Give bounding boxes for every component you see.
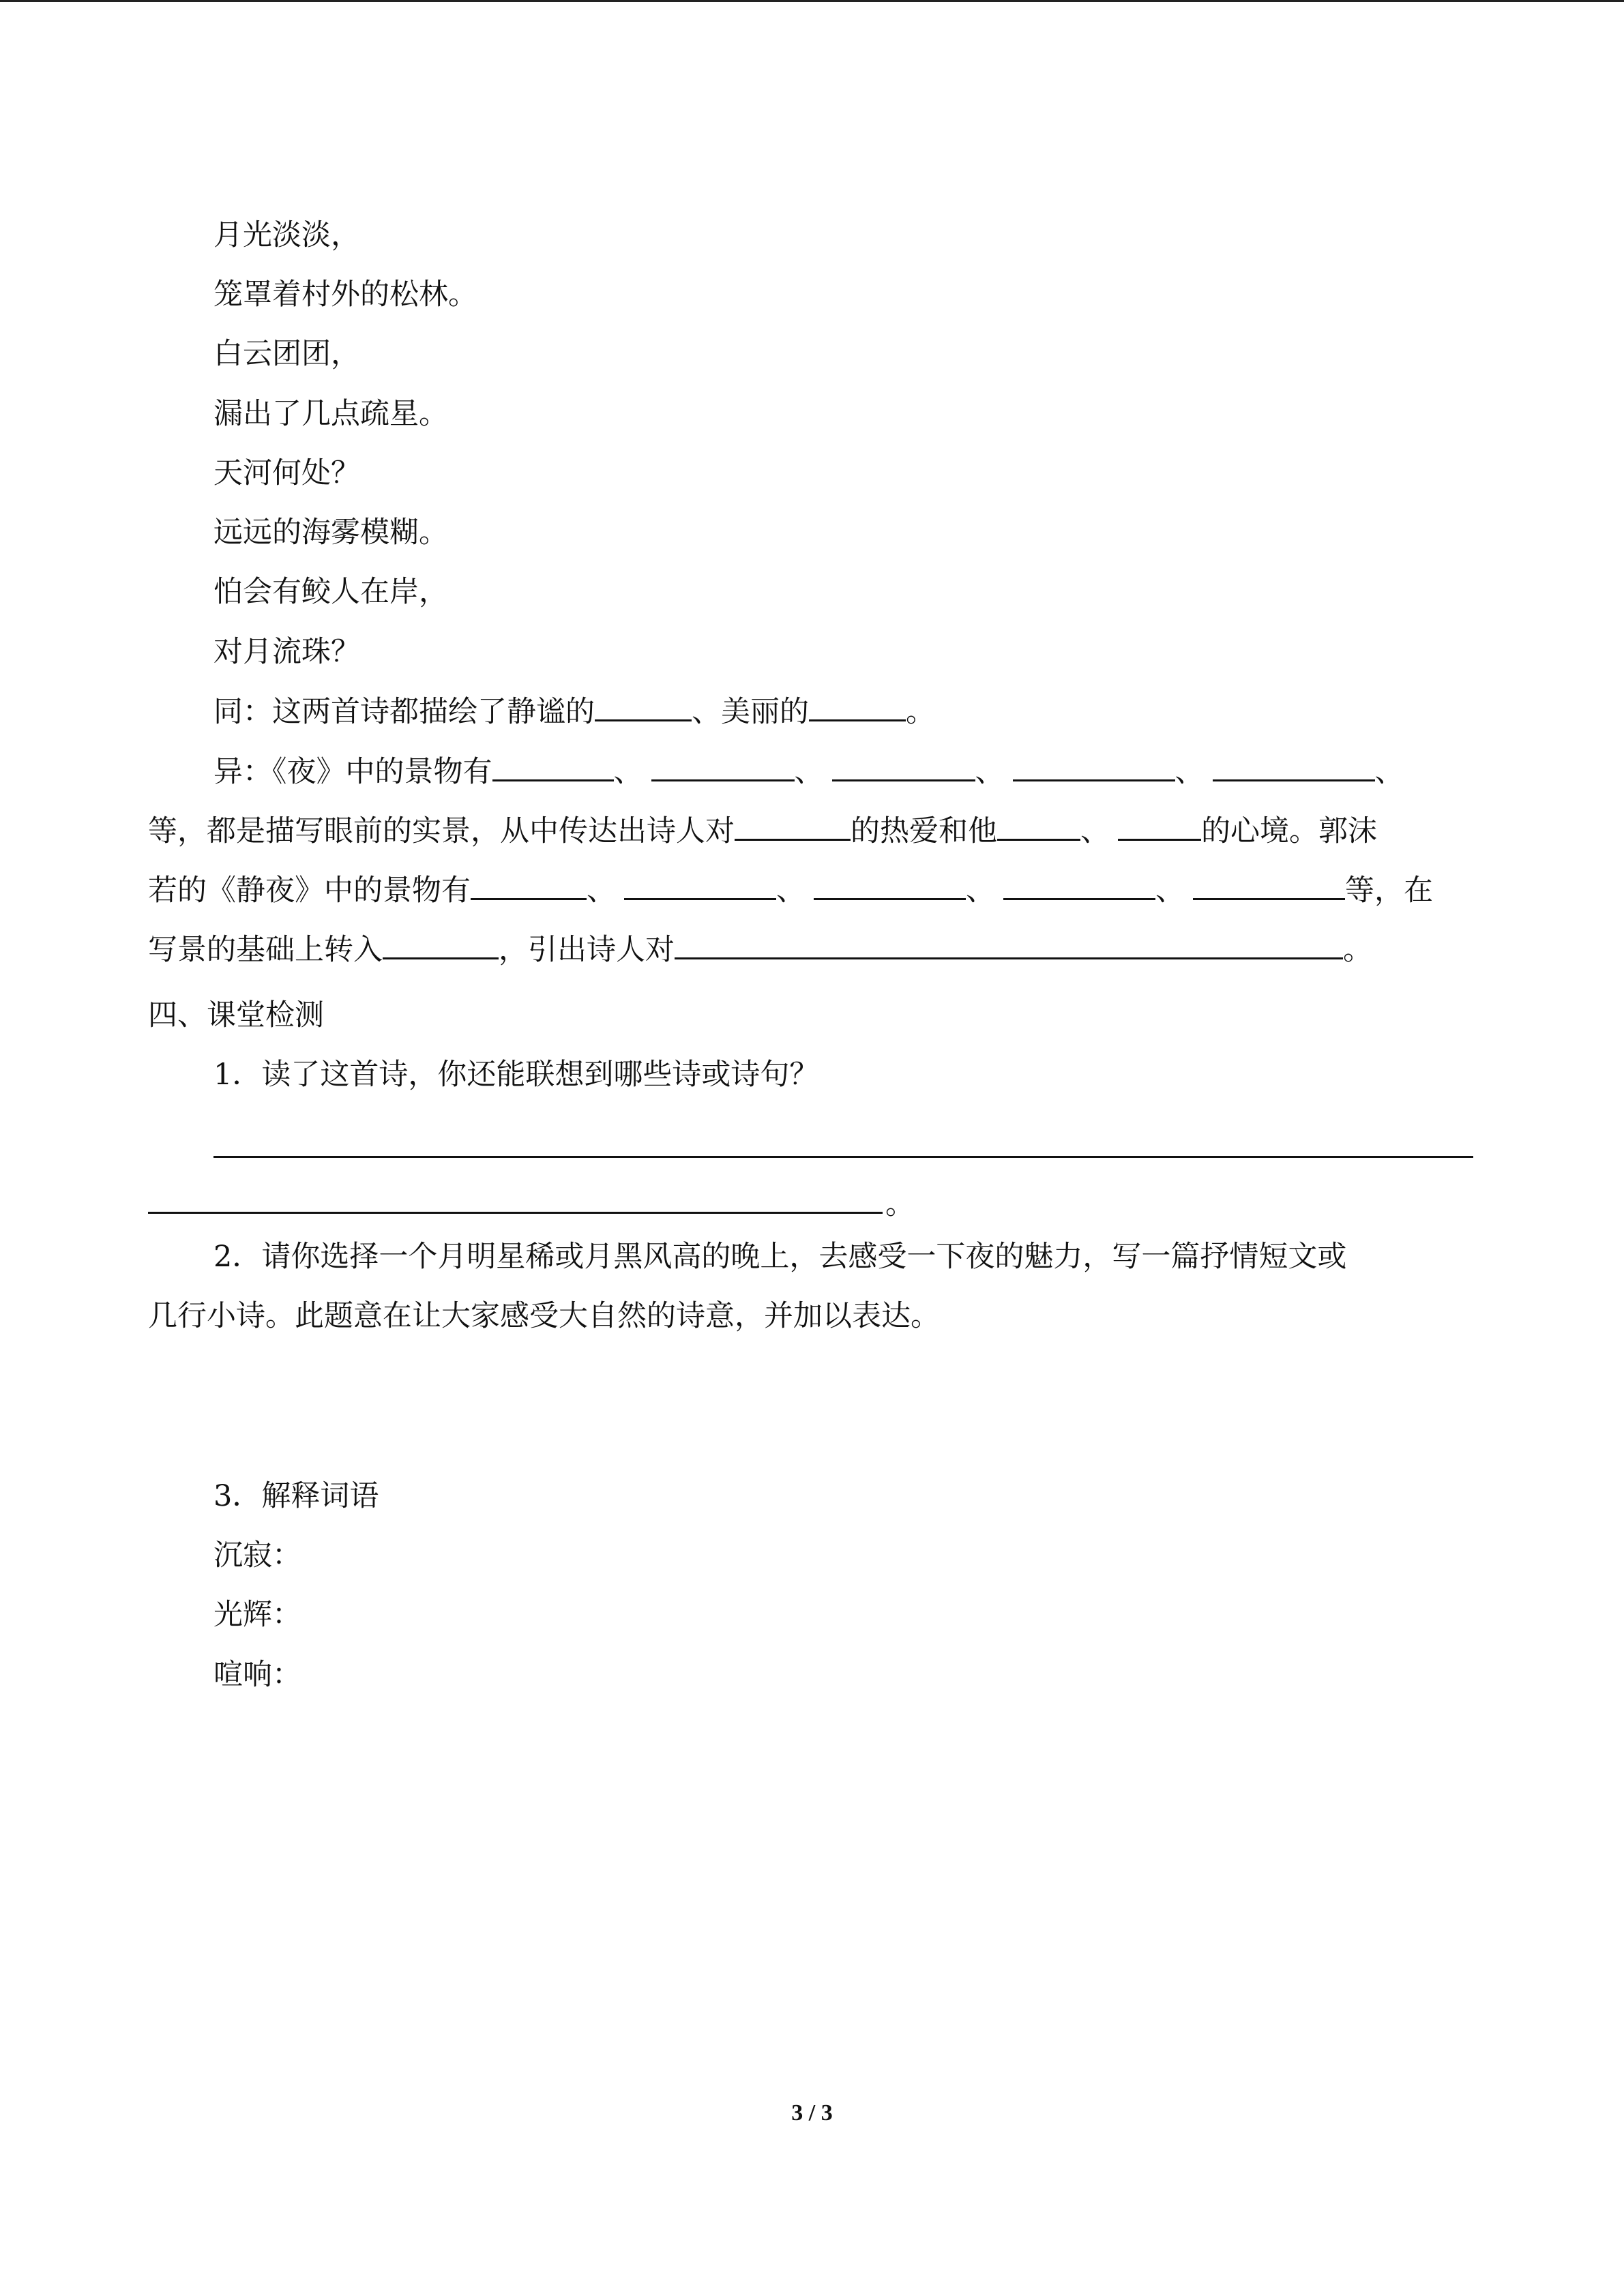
separator: 、 <box>794 755 824 789</box>
separator: 、 <box>1374 755 1404 789</box>
fill-blank[interactable] <box>1003 871 1155 900</box>
poem-line: 白云团团， <box>213 337 360 371</box>
comparison-similar <box>213 692 935 731</box>
poem-line: 笼罩着村外的松林。 <box>213 278 477 312</box>
term-chenji: 沉寂： <box>213 1538 301 1572</box>
poem-line: 月光淡淡， <box>213 218 360 252</box>
different-line3-end: 等，在 <box>1345 874 1433 908</box>
fill-blank[interactable] <box>651 752 795 781</box>
different-line4-mid: ，引出诗人对 <box>499 933 675 967</box>
poem-line: 漏出了几点疏星。 <box>213 397 448 431</box>
question-2-line2: 几行小诗。此题意在让大家感受大自然的诗意，并加以表达。 <box>148 1299 940 1333</box>
separator: 、 <box>1155 874 1185 908</box>
fill-blank[interactable] <box>595 692 692 721</box>
separator: 、 <box>1080 814 1110 848</box>
comparison-different-line4 <box>148 930 1372 969</box>
poem-line: 怕会有鲛人在岸， <box>213 575 448 609</box>
different-prefix: 异：《夜》中的景物有 <box>213 755 492 789</box>
answer-line[interactable] <box>148 1212 883 1214</box>
page-number: 3 / 3 <box>791 2100 833 2126</box>
comparison-different-line1 <box>213 752 1404 791</box>
fill-blank[interactable] <box>675 930 1343 959</box>
different-line2-end: 的心境。郭沫 <box>1201 814 1377 848</box>
similar-prefix: 同：这两首诗都描绘了静谧的 <box>213 695 595 729</box>
fill-blank[interactable] <box>471 871 587 900</box>
similar-end: 。 <box>906 695 935 729</box>
different-line2-mid: 的热爱和他 <box>851 814 997 848</box>
fill-blank[interactable] <box>1213 752 1375 781</box>
question-1: 1．读了这首诗，你还能联想到哪些诗或诗句？ <box>213 1058 819 1092</box>
term-xuanxiang: 喧响： <box>213 1658 301 1692</box>
separator: 、 <box>776 874 806 908</box>
fill-blank[interactable] <box>997 811 1080 841</box>
question-2-line1: 2．请你选择一个月明星稀或月黑风高的晚上，去感受一下夜的魅力，写一篇抒情短文或 <box>213 1240 1347 1274</box>
fill-blank[interactable] <box>814 871 966 900</box>
fill-blank[interactable] <box>809 692 906 721</box>
fill-blank[interactable] <box>1118 811 1201 841</box>
separator: 、 <box>975 755 1005 789</box>
term-guanghui: 光辉： <box>213 1598 301 1632</box>
comparison-different-line2 <box>148 811 1377 850</box>
different-line4-prefix: 写景的基础上转入 <box>148 933 383 967</box>
comparison-different-line3 <box>148 871 1433 910</box>
separator: 、 <box>1175 755 1205 789</box>
separator: 、 <box>613 755 643 789</box>
poem-line: 对月流珠？ <box>213 635 360 669</box>
fill-blank[interactable] <box>1193 871 1345 900</box>
poem-line: 远远的海雾模糊。 <box>213 516 448 550</box>
poem-line: 天河何处？ <box>213 456 360 490</box>
answer-end-period: 。 <box>885 1187 915 1221</box>
question-3: 3．解释词语 <box>213 1479 379 1513</box>
separator: 、 <box>587 874 616 908</box>
fill-blank[interactable] <box>492 752 614 781</box>
different-line2-prefix: 等，都是描写眼前的实景，从中传达出诗人对 <box>148 814 735 848</box>
separator: 、 <box>966 874 995 908</box>
different-line4-end: 。 <box>1343 933 1372 967</box>
different-line3-prefix: 若的《静夜》中的景物有 <box>148 874 471 908</box>
fill-blank[interactable] <box>735 811 851 841</box>
section-heading: 四、课堂检测 <box>148 998 324 1032</box>
answer-line[interactable] <box>213 1156 1473 1158</box>
fill-blank[interactable] <box>624 871 776 900</box>
fill-blank[interactable] <box>832 752 975 781</box>
fill-blank[interactable] <box>383 930 499 959</box>
similar-mid: 、美丽的 <box>692 695 809 729</box>
fill-blank[interactable] <box>1013 752 1175 781</box>
